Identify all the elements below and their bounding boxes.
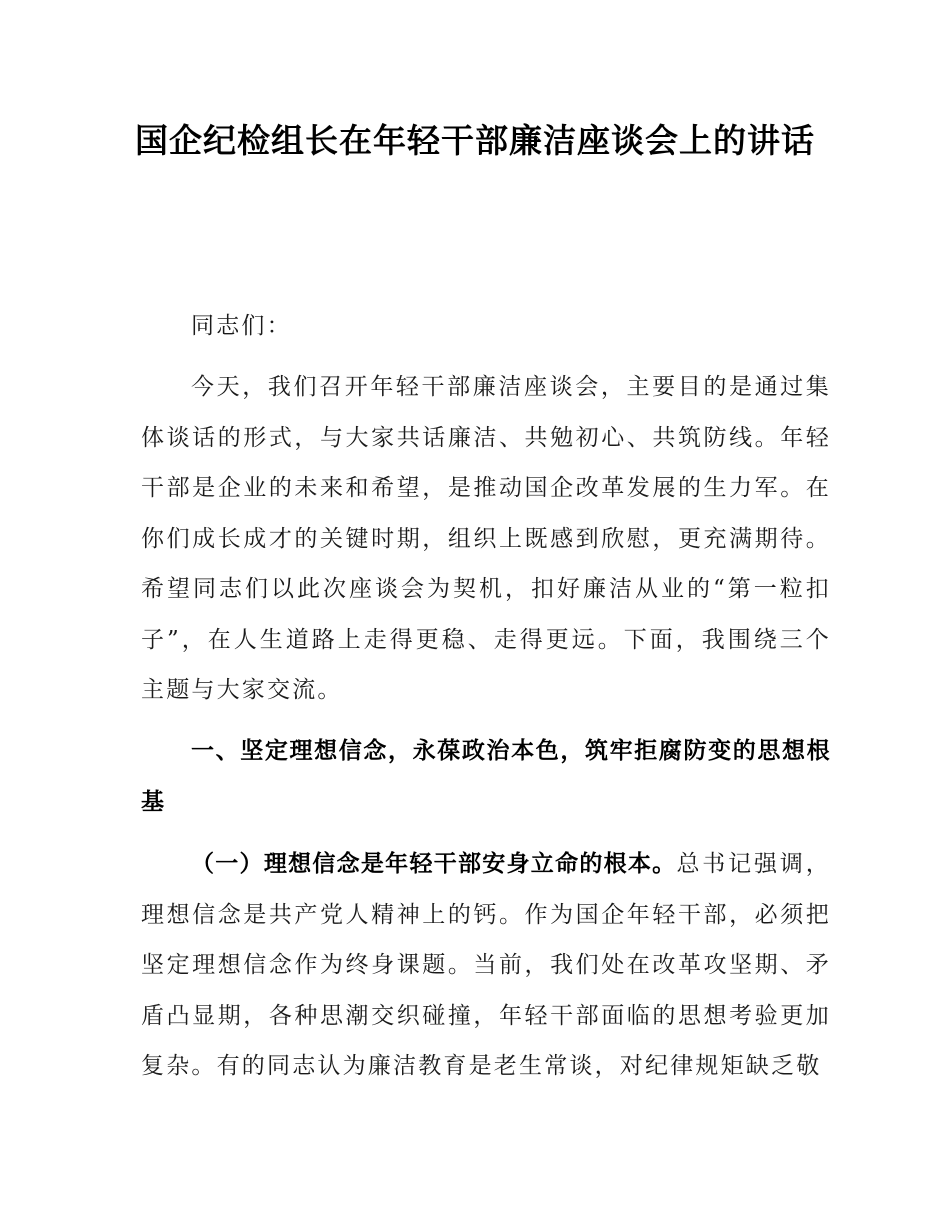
subsection-1-paragraph	[141, 839, 831, 1092]
section-1-heading: 一、坚定理想信念，永葆政治本色，筑牢拒腐防变的思想根基	[141, 738, 831, 815]
subsection-1-lead: （一）理想信念是年轻干部安身立命的根本。	[191, 851, 677, 877]
document-title: 国企纪检组长在年轻干部廉洁座谈会上的讲话	[135, 121, 815, 160]
intro-paragraph: 今天，我们召开年轻干部廉洁座谈会，主要目的是通过集体谈话的形式，与大家共话廉洁、共勉初心、共筑防线。年轻干部是企业的未来和希望，是推动国企改革发展的生力军。在你们成长成才的关键时期，组织上既感到欣慰，更充满期待。希望同志们以此次座谈会为契机，扣好廉洁从业的“第一粒扣子”，在人生道路上走得更稳、走得更远。下面，我围绕三个主题与大家交流。	[141, 374, 831, 703]
salutation: 同志们：	[191, 313, 292, 339]
subsection-1-text: 总书记强调，理想信念是共产党人精神上的钙。作为国企年轻干部，必须把坚定理想信念作为终身课题。当前，我们处在改革攻坚期、矛盾凸显期，各种思潮交织碰撞，年轻干部面临的思想考验更加复杂。有的同志认为廉洁教育是老生常谈，对纪律规矩缺乏敬	[141, 851, 831, 1079]
